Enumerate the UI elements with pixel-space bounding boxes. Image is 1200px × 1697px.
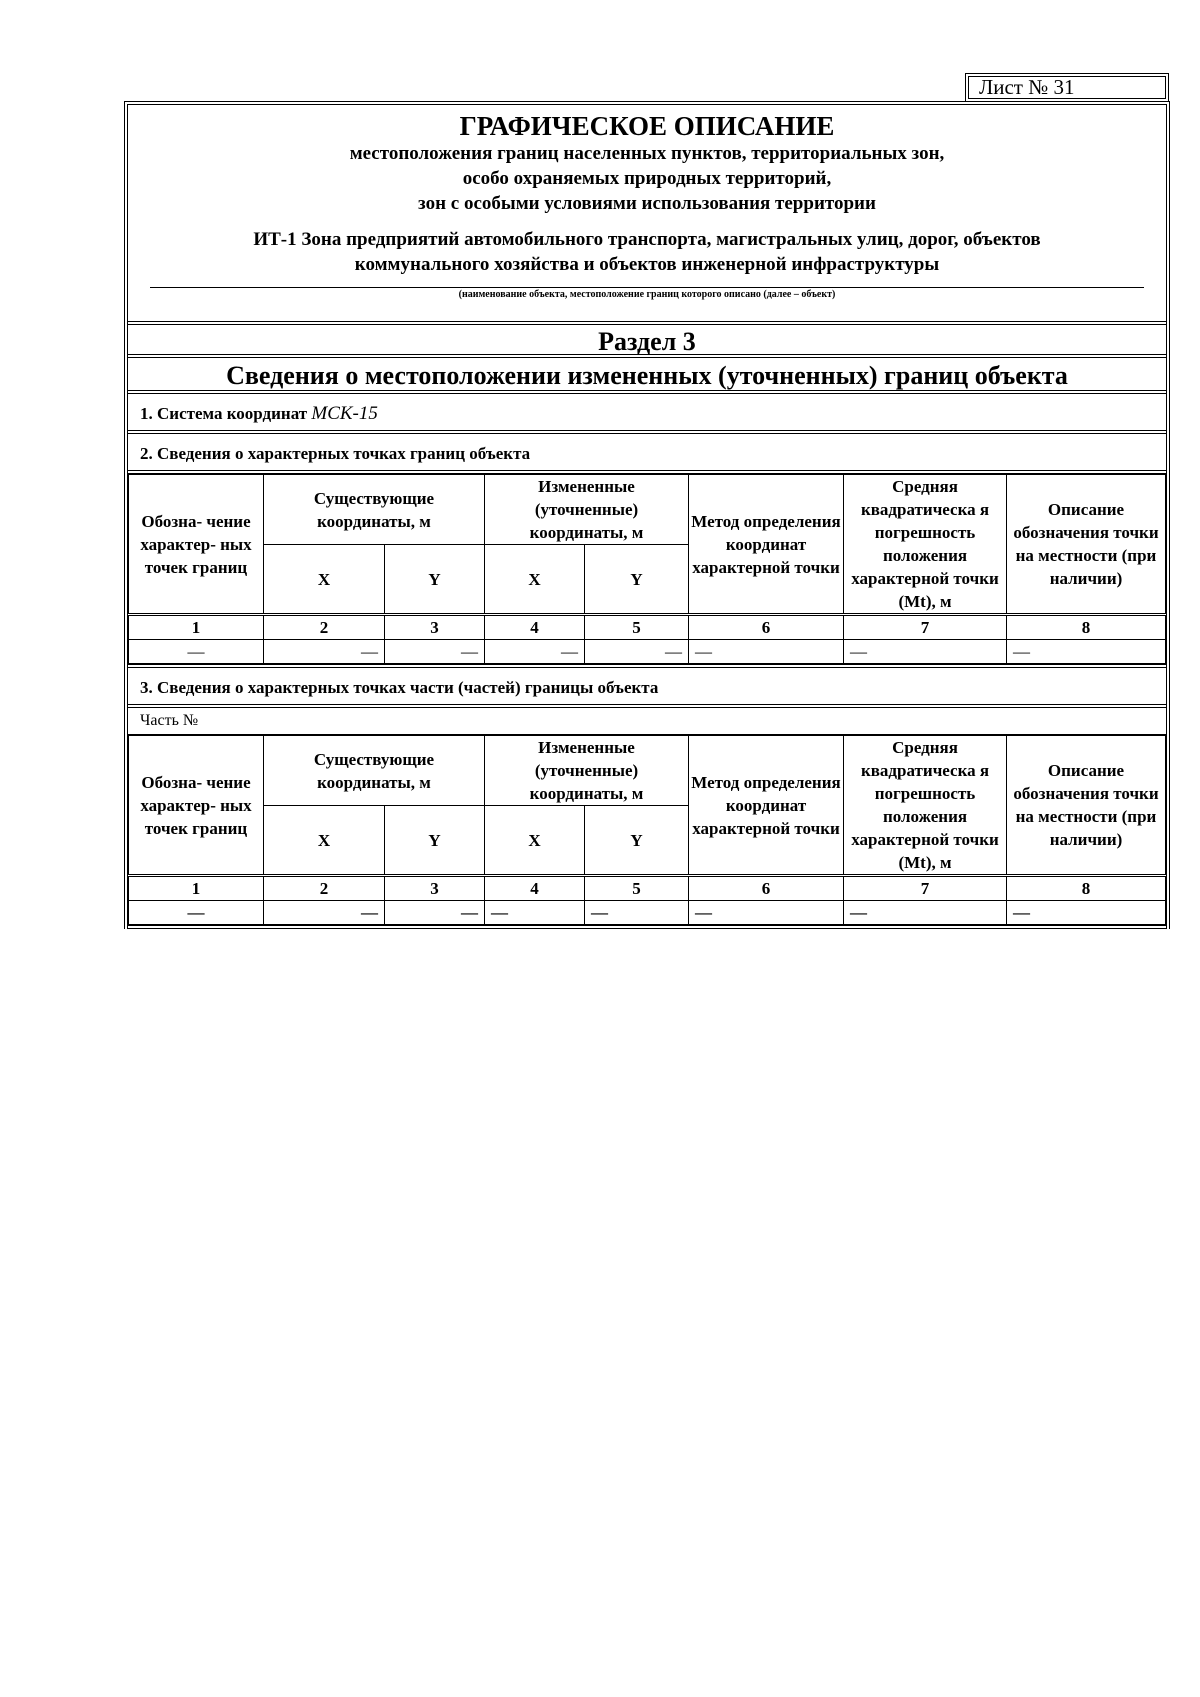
header-changed-y: Y: [585, 545, 689, 615]
table-cell: —: [1007, 901, 1166, 925]
header-method: Метод определения координат характерной точки: [689, 475, 844, 615]
column-number: 1: [129, 615, 264, 640]
table-cell: —: [585, 640, 689, 664]
table-row: [129, 640, 1166, 664]
column-number: 5: [585, 876, 689, 901]
table-cell: —: [689, 640, 844, 664]
column-number: 7: [844, 615, 1007, 640]
column-number: 3: [385, 615, 485, 640]
subtitle-line-1: местоположения границ населенных пунктов, территориальных зон,: [349, 143, 945, 164]
header-description: Описание обозначения точки на местности (при наличии): [1007, 736, 1166, 876]
header-existing-y: Y: [385, 806, 485, 876]
column-number: 1: [129, 876, 264, 901]
header-existing-y: Y: [385, 545, 485, 615]
column-number: 2: [264, 615, 385, 640]
column-number: 5: [585, 615, 689, 640]
coordinate-system-label: 1. Система координат: [140, 404, 308, 423]
column-number: 3: [385, 876, 485, 901]
table-cell: —: [844, 901, 1007, 925]
column-number: 4: [485, 615, 585, 640]
coordinate-system: [128, 394, 1166, 434]
header-changed-y: Y: [585, 806, 689, 876]
header-changed-x: X: [485, 806, 585, 876]
table-cell: —: [385, 901, 485, 925]
table-cell: —: [264, 901, 385, 925]
coordinate-system-value: МСК-15: [311, 403, 378, 424]
sheet-number: Лист № 31: [965, 73, 1169, 102]
header-error: Средняя квадратическа я погрешность положения характерной точки (Mt), м: [844, 475, 1007, 615]
column-number: 8: [1007, 615, 1166, 640]
table-cell: —: [129, 901, 264, 925]
table-cell: —: [689, 901, 844, 925]
object-underline: [150, 287, 1144, 288]
table-cell: —: [485, 901, 585, 925]
table-cell: —: [844, 640, 1007, 664]
table-cell: —: [385, 640, 485, 664]
header-changed-x: X: [485, 545, 585, 615]
column-number: 2: [264, 876, 385, 901]
section-label: Раздел 3: [128, 325, 1166, 358]
parts-block-label: 3. Сведения о характерных точках части (частей) границы объекта: [128, 668, 1166, 708]
document-title: ГРАФИЧЕСКОЕ ОПИСАНИЕ: [459, 111, 835, 141]
header-point-designation: Обозна- чение характер- ных точек границ: [129, 736, 264, 876]
subtitle-line-2: особо охраняемых природных территорий,: [462, 168, 832, 189]
column-number: 6: [689, 615, 844, 640]
document-header: [128, 105, 1166, 325]
header-changed-coords: Измененные (уточненные) координаты, м: [485, 475, 689, 545]
header-existing-coords: Существующие координаты, м: [264, 475, 485, 545]
header-point-designation: Обозна- чение характер- ных точек границ: [129, 475, 264, 615]
column-number: 4: [485, 876, 585, 901]
points-block-label: 2. Сведения о характерных точках границ объекта: [128, 434, 1166, 474]
table-cell: —: [485, 640, 585, 664]
subtitle-line-3: зон с особыми условиями использования территории: [418, 193, 876, 214]
document-frame: [124, 101, 1170, 929]
column-number: 8: [1007, 876, 1166, 901]
parts-table: [128, 735, 1166, 925]
column-number: 7: [844, 876, 1007, 901]
table-cell: —: [129, 640, 264, 664]
header-method: Метод определения координат характерной точки: [689, 736, 844, 876]
header-changed-coords: Измененные (уточненные) координаты, м: [485, 736, 689, 806]
part-number-label: Часть №: [128, 708, 1166, 735]
object-name-line-1: ИТ-1 Зона предприятий автомобильного транспорта, магистральных улиц, дорог, объектов: [253, 229, 1041, 250]
table-cell: —: [264, 640, 385, 664]
header-description: Описание обозначения точки на местности (при наличии): [1007, 475, 1166, 615]
header-existing-coords: Существующие координаты, м: [264, 736, 485, 806]
object-name-line-2: коммунального хозяйства и объектов инженерной инфраструктуры: [354, 254, 940, 275]
object-caption: (наименование объекта, местоположение границ которого описано (далее – объект): [458, 289, 836, 300]
table-cell: —: [585, 901, 689, 925]
header-error: Средняя квадратическа я погрешность положения характерной точки (Mt), м: [844, 736, 1007, 876]
points-table-block: [128, 474, 1166, 668]
section-title: Сведения о местоположении измененных (уточненных) границ объекта: [128, 358, 1166, 394]
header-existing-x: X: [264, 806, 385, 876]
table-row: [129, 901, 1166, 925]
table-cell: —: [1007, 640, 1166, 664]
header-existing-x: X: [264, 545, 385, 615]
column-number: 6: [689, 876, 844, 901]
points-table: [128, 474, 1166, 664]
parts-table-block: [128, 708, 1166, 929]
